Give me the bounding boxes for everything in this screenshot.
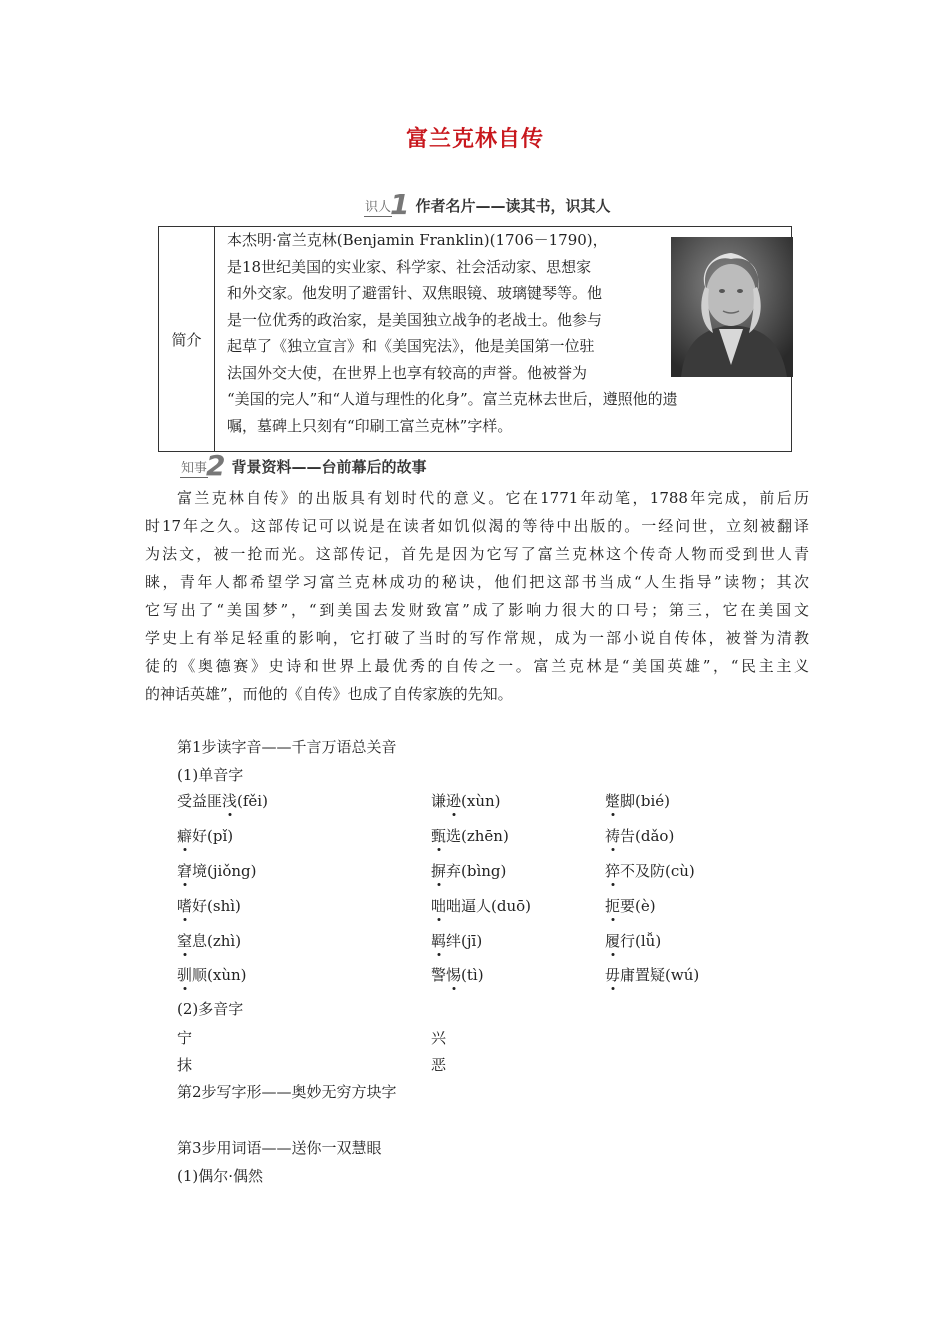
pronunciation-item (605, 964, 699, 985)
badge-number: 2 (206, 449, 226, 482)
multi-char: 兴 (431, 1029, 447, 1047)
intro-line: 法国外交大使，在世界上也享有较高的声誉。他被誉为 (227, 363, 588, 382)
badge-text: 识人 (365, 200, 392, 215)
section-heading-author (364, 188, 611, 221)
paragraph-line: 睐，青年人都希望学习富兰克林成功的秘诀，他们把这部书当成“人生指导”读物；其次 (145, 573, 809, 591)
badge-number: 1 (390, 188, 410, 221)
word-suffix: 境(jiǒng) (192, 862, 257, 880)
multi-char: 宁 (177, 1029, 193, 1047)
emphasized-char: 浅 (222, 792, 238, 810)
word-suffix: 脚(bié) (620, 792, 670, 810)
emphasized-char: 羁 (431, 932, 447, 950)
intro-line: 起草了《独立宣言》和《美国宪法》，他是美国第一位驻 (227, 337, 595, 355)
word-suffix: 弃(bìng) (446, 862, 507, 880)
emphasized-char: 嗜 (177, 897, 193, 915)
paragraph-line: 富兰克林自传》的出版具有划时代的意义。它在1771年动笔，1788年完成，前后历 (177, 489, 809, 507)
word-suffix: 要(è) (620, 897, 656, 915)
word-suffix: 绊(jī) (446, 932, 483, 950)
emphasized-char: 毋 (605, 966, 621, 984)
emphasized-char: 蹩 (605, 792, 621, 810)
paragraph-line: 徒的《奥德赛》史诗和世界上最优秀的自传之一。富兰克林是“美国英雄”，“民主主义 (145, 657, 809, 675)
pronunciation-item (177, 825, 233, 846)
pronunciation-item (177, 790, 268, 811)
pronunciation-item (431, 964, 484, 985)
intro-line: 和外交家。他发明了避雷针、双焦眼镜、玻璃键琴等。他 (227, 284, 603, 302)
emphasized-char: 窒 (177, 932, 193, 950)
pronunciation-item (431, 860, 506, 881)
section-heading-background (180, 449, 427, 482)
word-suffix: 告(dǎo) (620, 827, 675, 845)
author-intro-table (158, 226, 792, 452)
word-suffix: 好(pǐ) (192, 827, 234, 845)
intro-line: 是一位优秀的政治家，是美国独立战争的老战士。他参与 (227, 310, 603, 329)
pronunciation-item (177, 964, 247, 985)
intro-line: 是18世纪美国的实业家、科学家、社会活动家、思想家 (227, 257, 592, 276)
intro-line: 本杰明·富兰克林(Benjamin Franklin)(1706－1790)， (227, 231, 608, 249)
page-title: 富兰克林自传 (405, 127, 544, 152)
intro-label: 简介 (159, 227, 215, 451)
intro-line: 嘱，墓碑上只刻有“印刷工富兰克林”字样。 (227, 416, 513, 435)
pronunciation-item (605, 825, 674, 846)
pronunciation-item (605, 895, 656, 916)
word-suffix: 顺(xùn) (192, 966, 247, 984)
step1-sub-multi: (2)多音字 (177, 1000, 244, 1018)
word-suffix: 息(zhì) (192, 932, 242, 950)
paragraph-line: 为法文，被一抢而光。这部传记，首先是因为它写了富兰克林这个传奇人物而受到世人青 (145, 545, 809, 563)
emphasized-char: 癖 (177, 827, 193, 845)
section-badge (180, 449, 226, 482)
emphasized-char: 甄 (431, 827, 447, 845)
word-prefix: 警 (431, 966, 447, 984)
pronunciation-item (431, 895, 531, 916)
word-suffix: (xùn) (461, 792, 501, 810)
badge-text: 知事 (181, 461, 208, 476)
emphasized-char: 逊 (446, 792, 462, 810)
emphasized-char: 扼 (605, 897, 621, 915)
word-suffix: 不及防(cù) (620, 862, 695, 880)
word-suffix: 选(zhēn) (446, 827, 509, 845)
paragraph-line: 学史上有举足轻重的影响，它打破了当时的写作常规，成为一部小说自传体，被誉为清教 (145, 629, 809, 647)
emphasized-char: 咄 (431, 897, 447, 915)
word-suffix: 庸置疑(wú) (620, 966, 700, 984)
pronunciation-item (431, 930, 482, 951)
word-suffix: (tì) (461, 966, 484, 984)
emphasized-char: 摒 (431, 862, 447, 880)
paragraph-line: 它写出了“美国梦”，“到美国去发财致富”成了影响力很大的口号；第三，它在美国文 (145, 601, 809, 619)
paragraph-line: 时17年之久。这部传记可以说是在读者如饥似渴的等待中出版的。一经问世，立刻被翻译 (145, 517, 809, 535)
section-badge (364, 188, 410, 221)
emphasized-char: 驯 (177, 966, 193, 984)
emphasized-char: 履 (605, 932, 621, 950)
emphasized-char: 窘 (177, 862, 193, 880)
pronunciation-item (605, 860, 695, 881)
pronunciation-item (605, 790, 670, 811)
emphasized-char: 惕 (446, 966, 462, 984)
word-suffix: (fěi) (237, 792, 268, 810)
word-suffix: 咄逼人(duō) (446, 897, 532, 915)
pronunciation-item (431, 790, 501, 811)
pronunciation-item (431, 825, 509, 846)
multi-char: 恶 (431, 1056, 447, 1074)
step3-heading: 第3步用词语——送你一双慧眼 (177, 1139, 382, 1157)
word-suffix: 行(lǚ) (620, 932, 662, 950)
section-title: 背景资料——台前幕后的故事 (231, 457, 427, 476)
step1-sub-single: (1)单音字 (177, 766, 244, 784)
franklin-portrait (671, 237, 793, 377)
pronunciation-item (177, 860, 256, 881)
emphasized-char: 祷 (605, 827, 621, 845)
word-prefix: 谦 (431, 792, 447, 810)
word-suffix: 好(shì) (192, 897, 241, 915)
step3-sub-word: (1)偶尔·偶然 (177, 1167, 264, 1185)
pronunciation-item (605, 930, 661, 951)
intro-line: “美国的完人”和“人道与理性的化身”。富兰克林去世后，遵照他的遗 (227, 390, 678, 408)
emphasized-char: 猝 (605, 862, 621, 880)
pronunciation-item (177, 930, 241, 951)
background-paragraph (145, 484, 809, 708)
step2-heading: 第2步写字形——奥妙无穷方块字 (177, 1083, 397, 1101)
paragraph-line: 的神话英雄”，而他的《自传》也成了自传家族的先知。 (145, 685, 513, 703)
multi-char: 抹 (177, 1056, 193, 1074)
pronunciation-item (177, 895, 241, 916)
section-title: 作者名片——读其书，识其人 (415, 196, 611, 215)
step1-heading: 第1步读字音——千言万语总关音 (177, 738, 397, 756)
word-prefix: 受益匪 (177, 792, 223, 810)
